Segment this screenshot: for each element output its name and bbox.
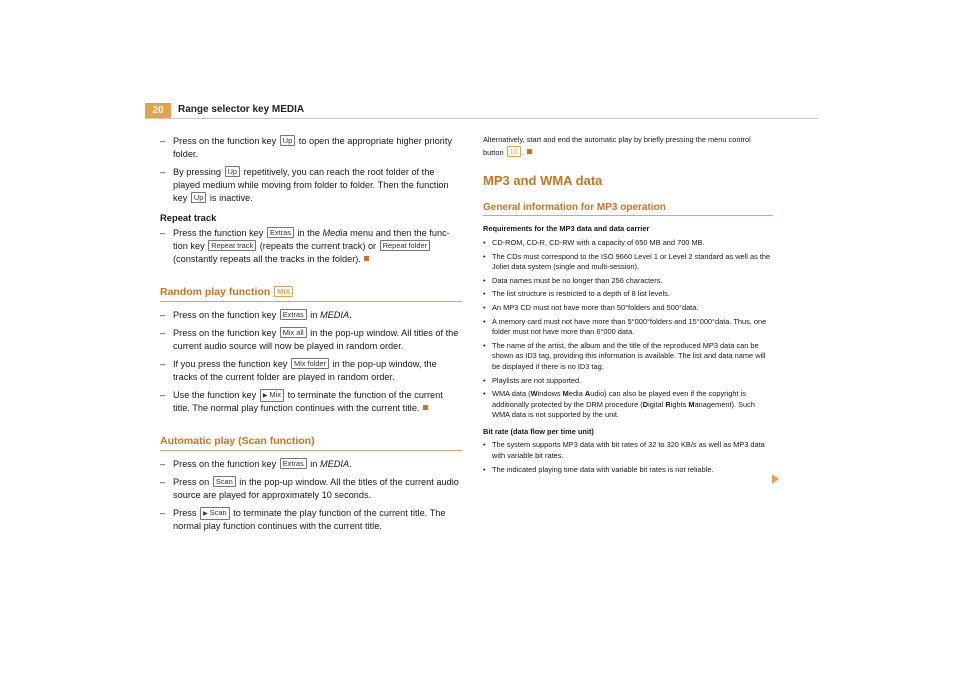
list-item: • WMA data (Windows Media Audio) can also be played even if the copyright is additionally protected by the DRM procedure (Digital Rights Management). Such WMA data is not supported by the unit.	[483, 389, 755, 420]
page-header-title: Range selector key MEDIA	[178, 104, 305, 115]
bitrate-list	[483, 440, 773, 475]
up-key: Up	[280, 135, 295, 146]
requirements-heading: Requirements for the MP3 data and data carrier	[483, 224, 650, 234]
list-item: • The CDs must correspond to the ISO 9660 Level 1 or Level 2 standard as well as the Joliet data system (single and multi-session).	[483, 251, 771, 272]
mix-folder-key: Mix folder	[291, 358, 329, 369]
up-key: Up	[191, 192, 206, 203]
list-item: • The list structure is restricted to a depth of 8 list levels.	[483, 289, 670, 299]
list-item: • Data names must be no longer than 256 characters.	[483, 275, 663, 285]
extras-key: Extras	[267, 227, 294, 238]
list-item: – Press ▶ Scan to terminate the play function of the current title. The normal play function continues with the current title.	[160, 508, 446, 531]
list-item: – Press on the function key Extras in MEDIA.	[160, 310, 352, 320]
play-icon: ▶	[203, 511, 208, 517]
mp3-general-heading: General information for MP3 operation	[483, 203, 773, 217]
list-item: – If you press the function key Mix folder in the pop-up window, the tracks of the current folder are played in random order.	[160, 359, 437, 382]
requirements-list	[483, 238, 773, 386]
play-icon: ▶	[262, 393, 268, 399]
scan-heading: Automatic play (Scan function)	[160, 435, 462, 451]
page-number: 20	[145, 103, 171, 119]
extras-key: Extras	[280, 458, 307, 469]
repeat-folder-key: Repeat folder	[380, 240, 430, 251]
header-rule	[145, 118, 818, 119]
scan-key: ▶ Scan	[200, 507, 230, 520]
extras-key: Extras	[280, 309, 307, 320]
list-item: • A memory card must not have more than 5°000°folders and 15°000°data. Thus, one folder must not have more than 6°000 data.	[483, 316, 767, 337]
list-item: – By pressing Up repetitively, you can reach the root folder of the played medium while moving from folder to folder. Then the function key Up is inactive.	[160, 167, 449, 203]
random-play-heading: Random play function MIX	[160, 286, 462, 302]
mix-key: ▶ Mix	[260, 389, 284, 402]
list-item: – Press on the function key Extras in MEDIA.	[160, 459, 352, 469]
scan-key: Scan	[213, 476, 236, 487]
bitrate-heading: Bit rate (data flow per time unit)	[483, 426, 594, 436]
section-end-icon	[364, 256, 369, 261]
next-page-arrow-icon	[772, 474, 779, 484]
intro-text: Alternatively, start and end the automatic play by briefly pressing the menu control button 10 .	[483, 135, 751, 157]
list-item: • The name of the artist, the album and the title of the reproduced MP3 data can be shown as ID3 tag, providing this information is available. The list and data name will be displayed if there is no ID3 tag.	[483, 340, 766, 371]
left-column	[160, 135, 462, 538]
list-item: • CD-ROM, CD-R, CD-RW with a capacity of 650 MB and 700 MB.	[483, 237, 705, 247]
menu-control-key: 10	[507, 146, 521, 157]
up-key: Up	[225, 166, 240, 177]
list-item: • The system supports MP3 data with bit rates of 32 to 320 KB/s as well as MP3 data with variable bit rates.	[483, 440, 765, 461]
mix-key: MIX	[274, 286, 293, 297]
list-item: – Use the function key ▶ Mix to terminate the function of the current title. The normal play function continues with the current title.	[160, 390, 443, 413]
list-item: – Press on the function key Mix all in the pop-up window. All titles of the current audio source will now be played in random order.	[160, 328, 459, 351]
list-item: – Press on the function key Up to open the appropriate higher priority folder.	[160, 136, 452, 159]
list-item: • The indicated playing time data with variable bit rates is not reliable.	[483, 464, 714, 474]
mix-all-key: Mix all	[280, 327, 307, 338]
repeat-track-heading: Repeat track	[160, 212, 217, 223]
list-item: – Press on Scan in the pop-up window. All the titles of the current audio source are played for approximately 10 seconds.	[160, 477, 459, 500]
repeat-track-key: Repeat track	[208, 240, 256, 251]
section-end-icon	[423, 405, 428, 410]
section-end-icon	[527, 149, 532, 154]
right-column	[483, 135, 773, 478]
list-item: • Playlists are not supported.	[483, 375, 582, 385]
mp3-wma-heading: MP3 and WMA data	[483, 173, 603, 189]
list-item: – Press the function key Extras in the Media menu and then the func-tion key Repeat track (repeats the current track) or Repeat folder (constantly repeats all the tracks in the folder).	[160, 228, 450, 264]
list-item: • An MP3 CD must not have more than 50°folders and 500°data.	[483, 302, 699, 312]
